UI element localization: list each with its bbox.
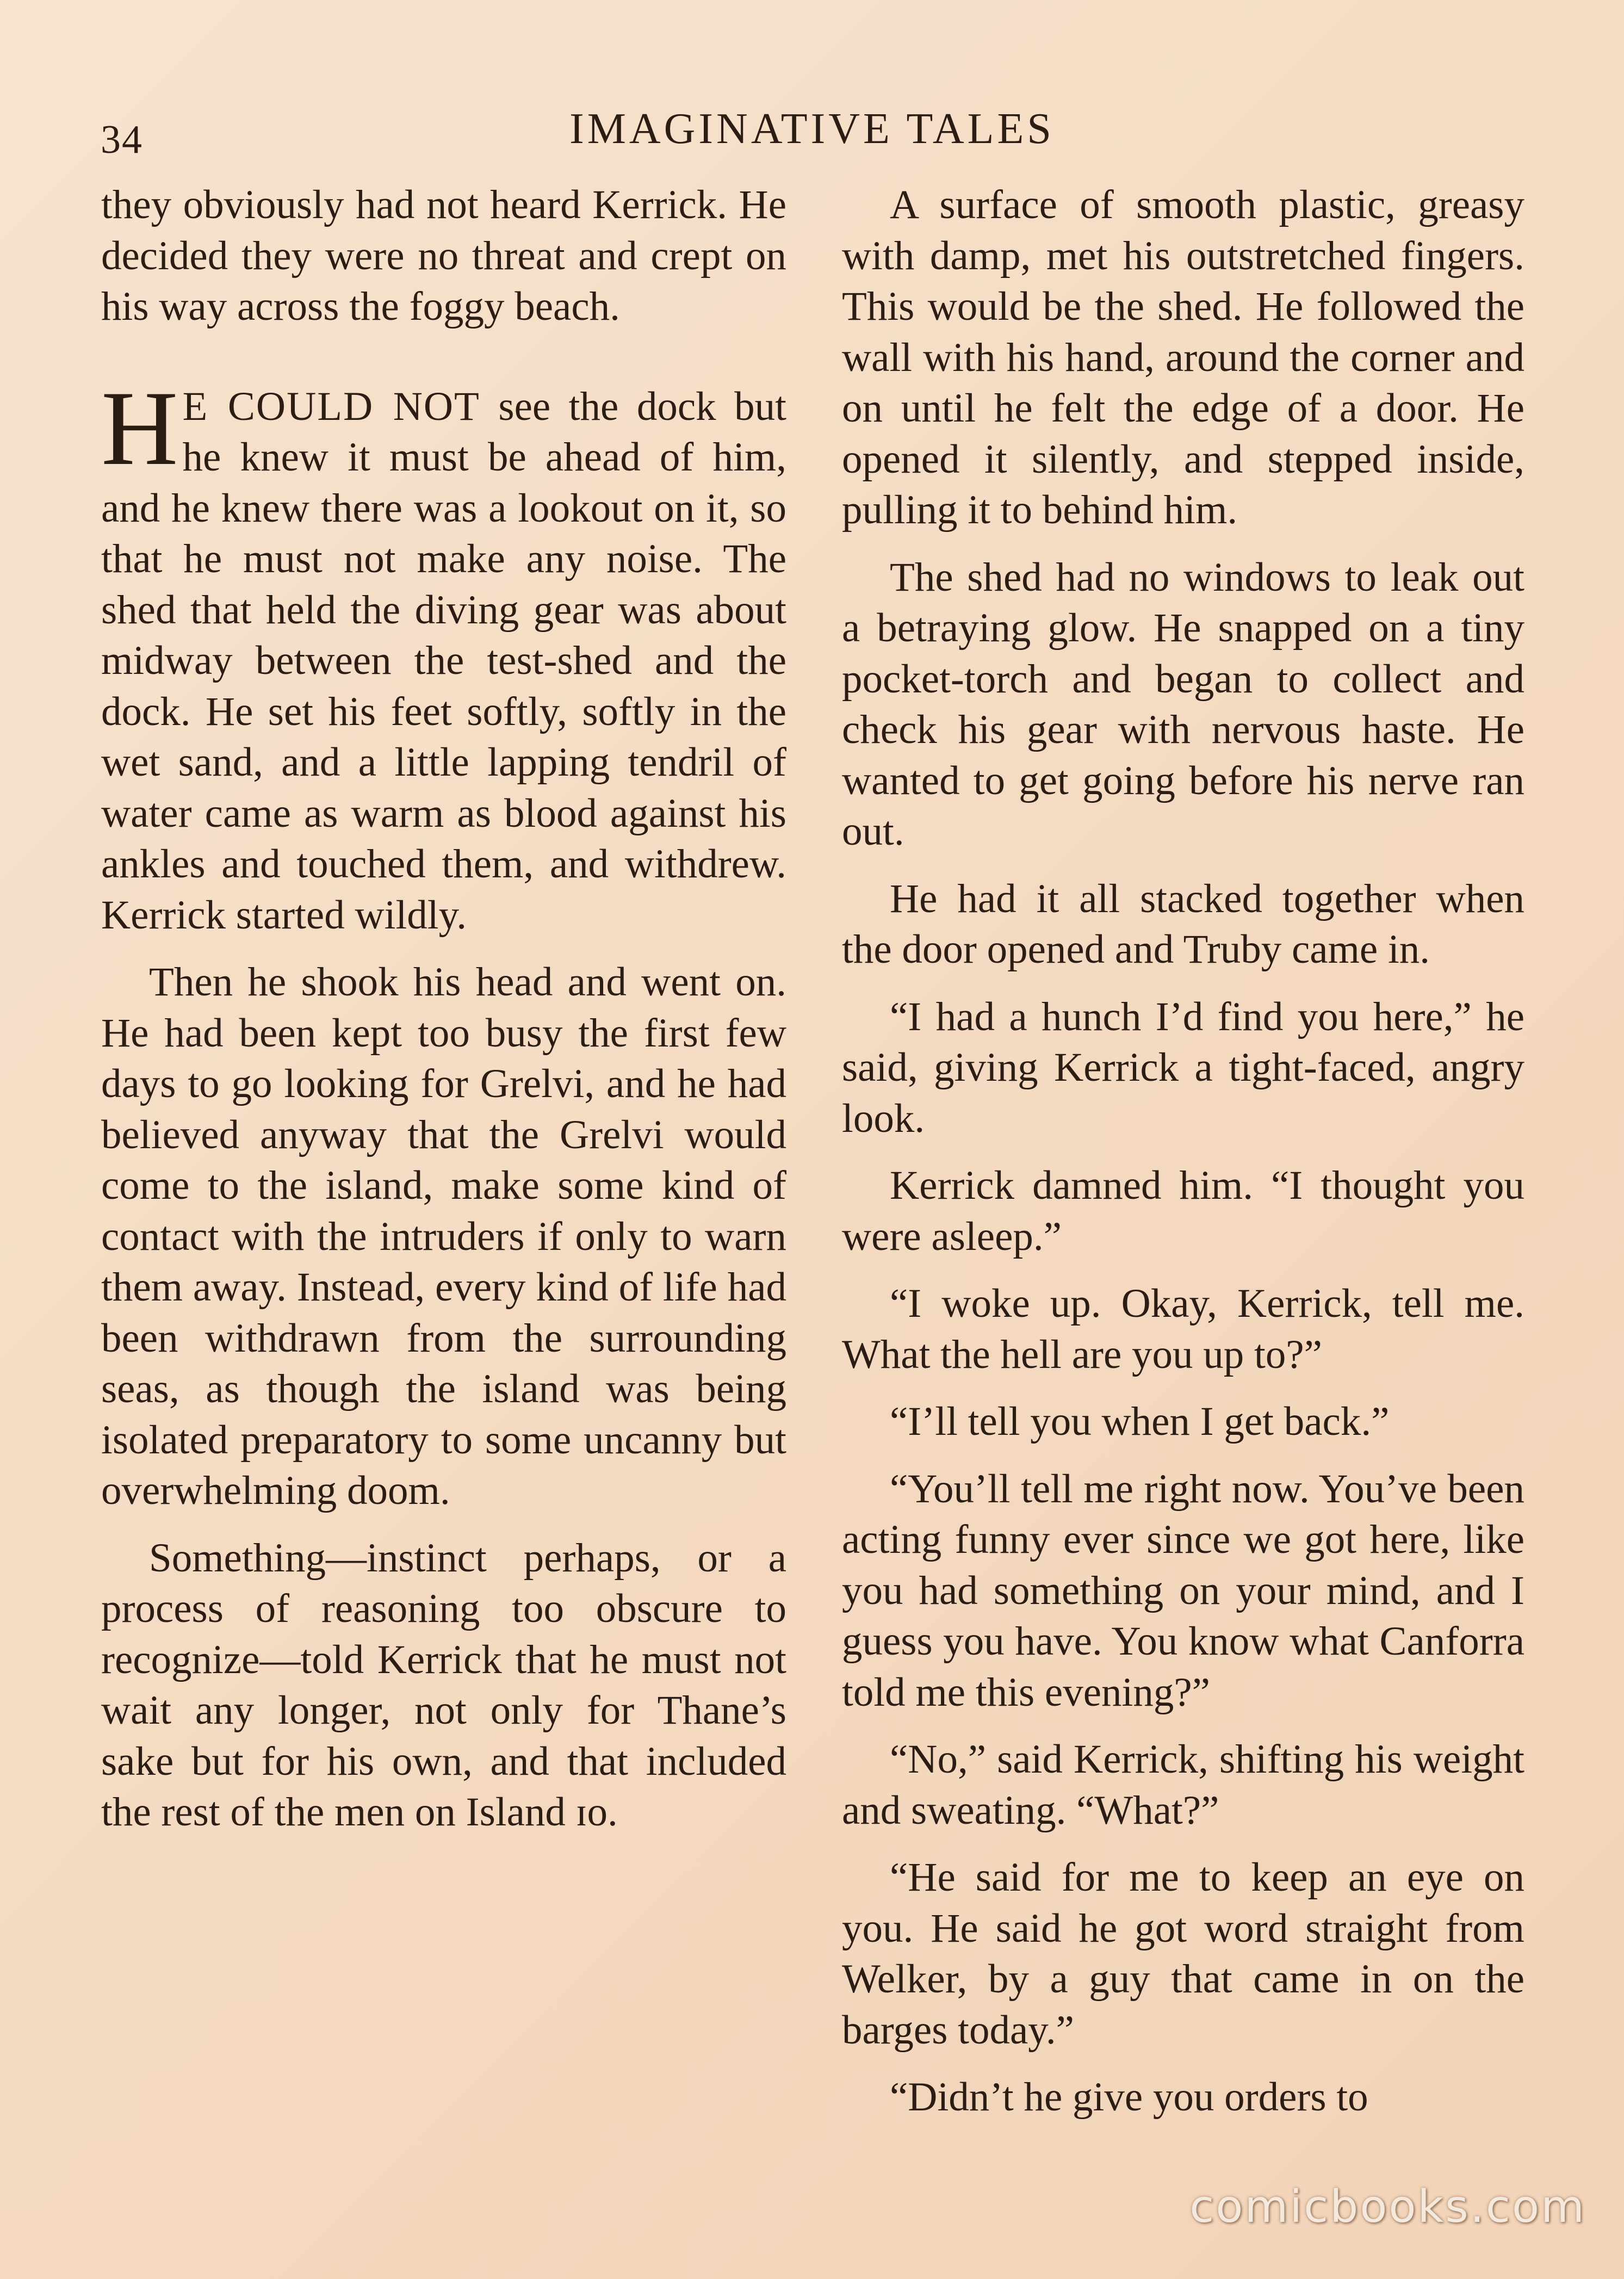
small-caps-lead: E COULD NOT bbox=[182, 383, 480, 429]
drop-cap: H bbox=[101, 369, 178, 487]
watermark: comicbooks.com bbox=[1189, 2181, 1586, 2233]
paragraph: Then he shook his head and went on. He had been kept too busy the first few days to go looking for Grelvi, and he had believed anyway that the Grelvi would come to the island, make some kind of contact with the intruders if only to warn them away. Instead, every kind of life had been withdrawn from the surrounding seas, as though the island was being isolated preparatory to some uncanny but overwhelming doom. bbox=[101, 959, 786, 1513]
paragraph: Something—instinct perhaps, or a process of reasoning too obscure to recognize—told Kerrick that he must not wait any longer, not only for Thane’s sake but for his own, and that included the rest of the men on Island ɪᴏ. bbox=[101, 1535, 786, 1835]
paragraph: “You’ll tell me right now. You’ve been acting funny ever since we got here, like you had something on your mind, and I guess you have. You know what Canforra told me this evening?” bbox=[842, 1466, 1524, 1715]
paragraph: “No,” said Kerrick, shifting his weight and sweating. “What?” bbox=[842, 1737, 1524, 1833]
paragraph: “He said for me to keep an eye on you. He said he got word straight from Welker, by a guy that came in on the barges today.” bbox=[842, 1855, 1524, 2053]
paragraph: “Didn’t he give you orders to bbox=[890, 2074, 1368, 2120]
paragraph: The shed had no windows to leak out a betraying glow. He snapped on a tiny pocket-torch and began to collect and check his gear with nervous haste. He wanted to get going before his nerve ran out. bbox=[842, 554, 1524, 854]
paragraph: “I’ll tell you when I get back.” bbox=[890, 1399, 1390, 1444]
running-head: IMAGINATIVE TALES bbox=[569, 105, 1055, 153]
page-number: 34 bbox=[101, 117, 143, 162]
section-opening-paragraph bbox=[101, 369, 786, 941]
paragraph: they obviously had not heard Kerrick. He decided they were no threat and crept on his way across the foggy beach. bbox=[101, 182, 786, 329]
paragraph: “I woke up. Okay, Kerrick, tell me. What the hell are you up to?” bbox=[842, 1281, 1524, 1377]
right-column bbox=[842, 179, 1524, 2139]
left-column bbox=[101, 179, 786, 1854]
paragraph-text: see the dock but he knew it must be ahead of him, and he knew there was a lookout on it, so that he must not make any noise. The shed that held the diving gear was about midway between the test-shed and the dock. He set his feet softly, softly in the wet sand, and a little lapping tendril of water came as warm as blood against his ankles and touched them, and withdrew. Kerrick started wildly. bbox=[101, 383, 786, 938]
paragraph: He had it all stacked together when the door opened and Truby came in. bbox=[842, 876, 1524, 972]
paragraph: A surface of smooth plastic, greasy with damp, met his outstretched fingers. This would be the shed. He followed the wall with his hand, around the corner and on until he felt the edge of a door. He opened it silently, and stepped inside, pulling it to behind him. bbox=[842, 182, 1524, 532]
paragraph: “I had a hunch I’d find you here,” he said, giving Kerrick a tight-faced, angry look. bbox=[842, 994, 1524, 1141]
paragraph: Kerrick damned him. “I thought you were asleep.” bbox=[842, 1163, 1524, 1259]
